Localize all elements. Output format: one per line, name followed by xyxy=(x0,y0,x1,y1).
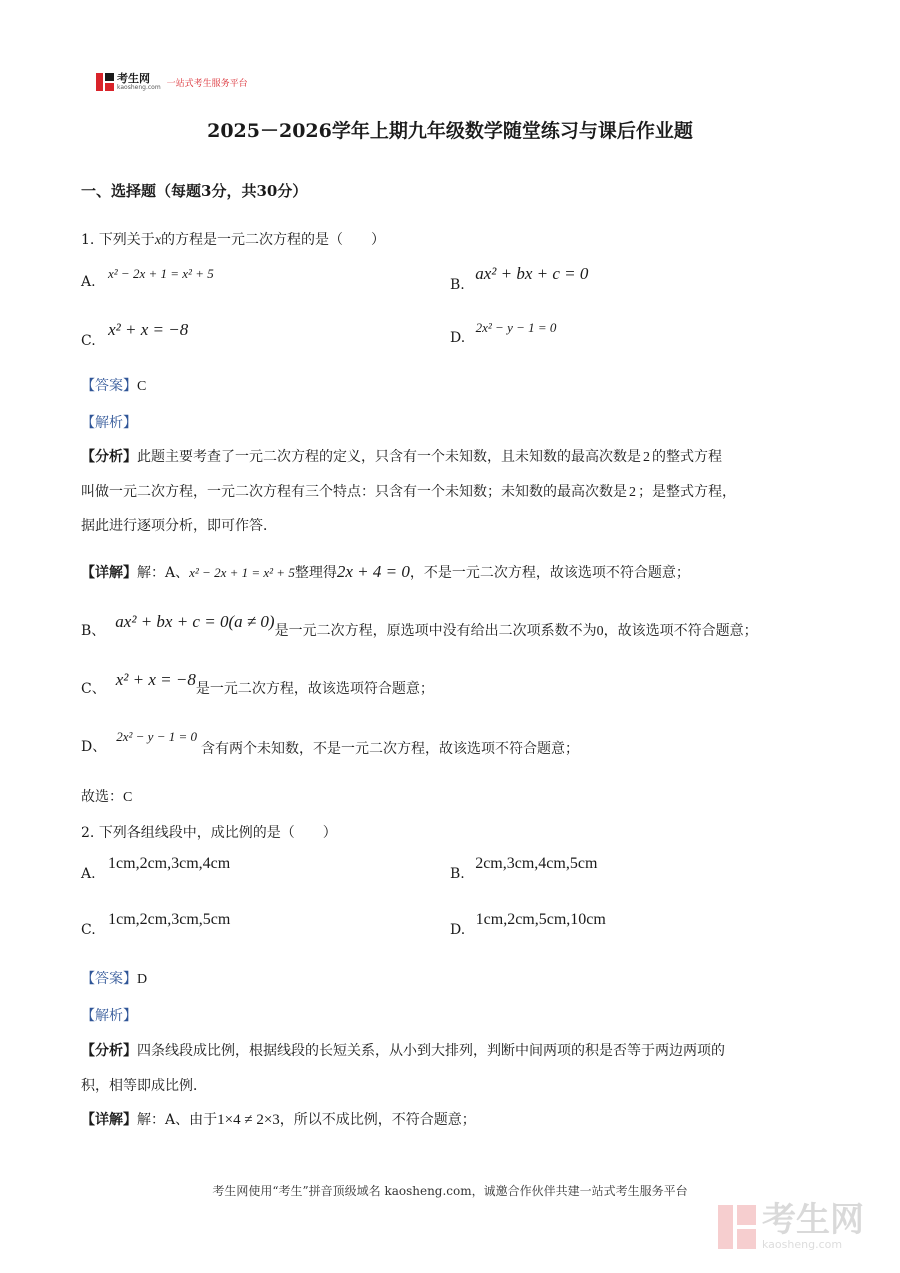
q1-analysis-tag: 【解析】 xyxy=(81,415,137,431)
q1-final-choice: 故选：C xyxy=(81,789,133,805)
q2-option-d: D. 1cm,2cm,5cm,10cm xyxy=(450,911,606,938)
q1-fenxi-line-3: 据此进行逐项分析，即可作答． xyxy=(81,518,277,534)
q1-detail-a: 【详解】解：A、x² − 2x + 1 = x² + 5整理得2x + 4 = 0，不是一元二次方程，故该选项不符合题意； xyxy=(81,562,690,581)
question-2-stem: 2. 下列各组线段中，成比例的是（ ） xyxy=(81,825,337,841)
page-title: 2025－2026学年上期九年级数学随堂练习与课后作业题 xyxy=(207,120,693,142)
watermark-logo xyxy=(718,1200,864,1251)
q1-detail-d: D、2x² − y − 1 = 0含有两个未知数，不是一元二次方程，故该选项不符合题意； xyxy=(81,729,579,757)
section-heading: 一、选择题（每题3分，共30分） xyxy=(81,182,308,200)
q1-option-d: D. 2x² − y − 1 = 0 xyxy=(450,320,557,346)
watermark-mark-icon xyxy=(718,1205,756,1249)
q2-option-a: A. 1cm,2cm,3cm,4cm xyxy=(81,855,231,882)
q1-fenxi-line-2: 叫做一元二次方程，一元二次方程有三个特点：只含有一个未知数；未知数的最高次数是 2 ；是整式方程， xyxy=(81,484,736,500)
q1-option-c: C. x² + x = −8 xyxy=(81,320,189,349)
q1-answer: 【答案】C xyxy=(81,378,147,394)
logo-domain: kaosheng.com xyxy=(117,84,161,91)
logo-mark-icon xyxy=(96,73,114,91)
q1-detail-b: B、 ax² + bx + c = 0(a ≠ 0)是一元二次方程，原选项中没有给出二次项系数不为0，故该选项不符合题意； xyxy=(81,612,758,639)
q2-answer: 【答案】D xyxy=(81,971,148,987)
watermark-name: 考生网 xyxy=(762,1200,864,1240)
q1-option-b: B. ax² + bx + c = 0 xyxy=(450,264,589,293)
watermark-domain: kaosheng.com xyxy=(762,1238,843,1251)
q2-fenxi-line-2: 积，相等即成比例． xyxy=(81,1078,207,1094)
q2-fenxi-line-1: 【分析】四条线段成比例，根据线段的长短关系，从小到大排列，判断中间两项的积是否等于两边两项的 xyxy=(81,1043,725,1059)
q2-option-b: B. 2cm,3cm,4cm,5cm xyxy=(450,855,598,882)
page-footer: 考生网使用“考生”拼音顶级域名 kaosheng.com，诚邀合作伙伴共建一站式考生服务平台 xyxy=(212,1184,688,1198)
q1-detail-c: C、 x² + x = −8是一元二次方程，故该选项符合题意； xyxy=(81,670,434,697)
q1-fenxi-line-1: 【分析】此题主要考查了一元二次方程的定义，只含有一个未知数，且未知数的最高次数是 2 的整式方程 xyxy=(81,449,722,465)
logo-slogan: 一站式考生服务平台 xyxy=(166,78,248,89)
question-1-stem: 1. 下列关于x的方程是一元二次方程的是（ ） xyxy=(81,232,386,248)
logo-name: 考生网 xyxy=(117,72,150,85)
q1-option-a: A. x² − 2x + 1 = x² + 5 xyxy=(81,266,214,290)
q2-detail-a: 【详解】解：A、由于1×4 ≠ 2×3，所以不成比例，不符合题意； xyxy=(81,1112,476,1128)
q2-option-c: C. 1cm,2cm,3cm,5cm xyxy=(81,911,231,938)
site-logo xyxy=(96,71,248,93)
q2-analysis-tag: 【解析】 xyxy=(81,1008,137,1024)
